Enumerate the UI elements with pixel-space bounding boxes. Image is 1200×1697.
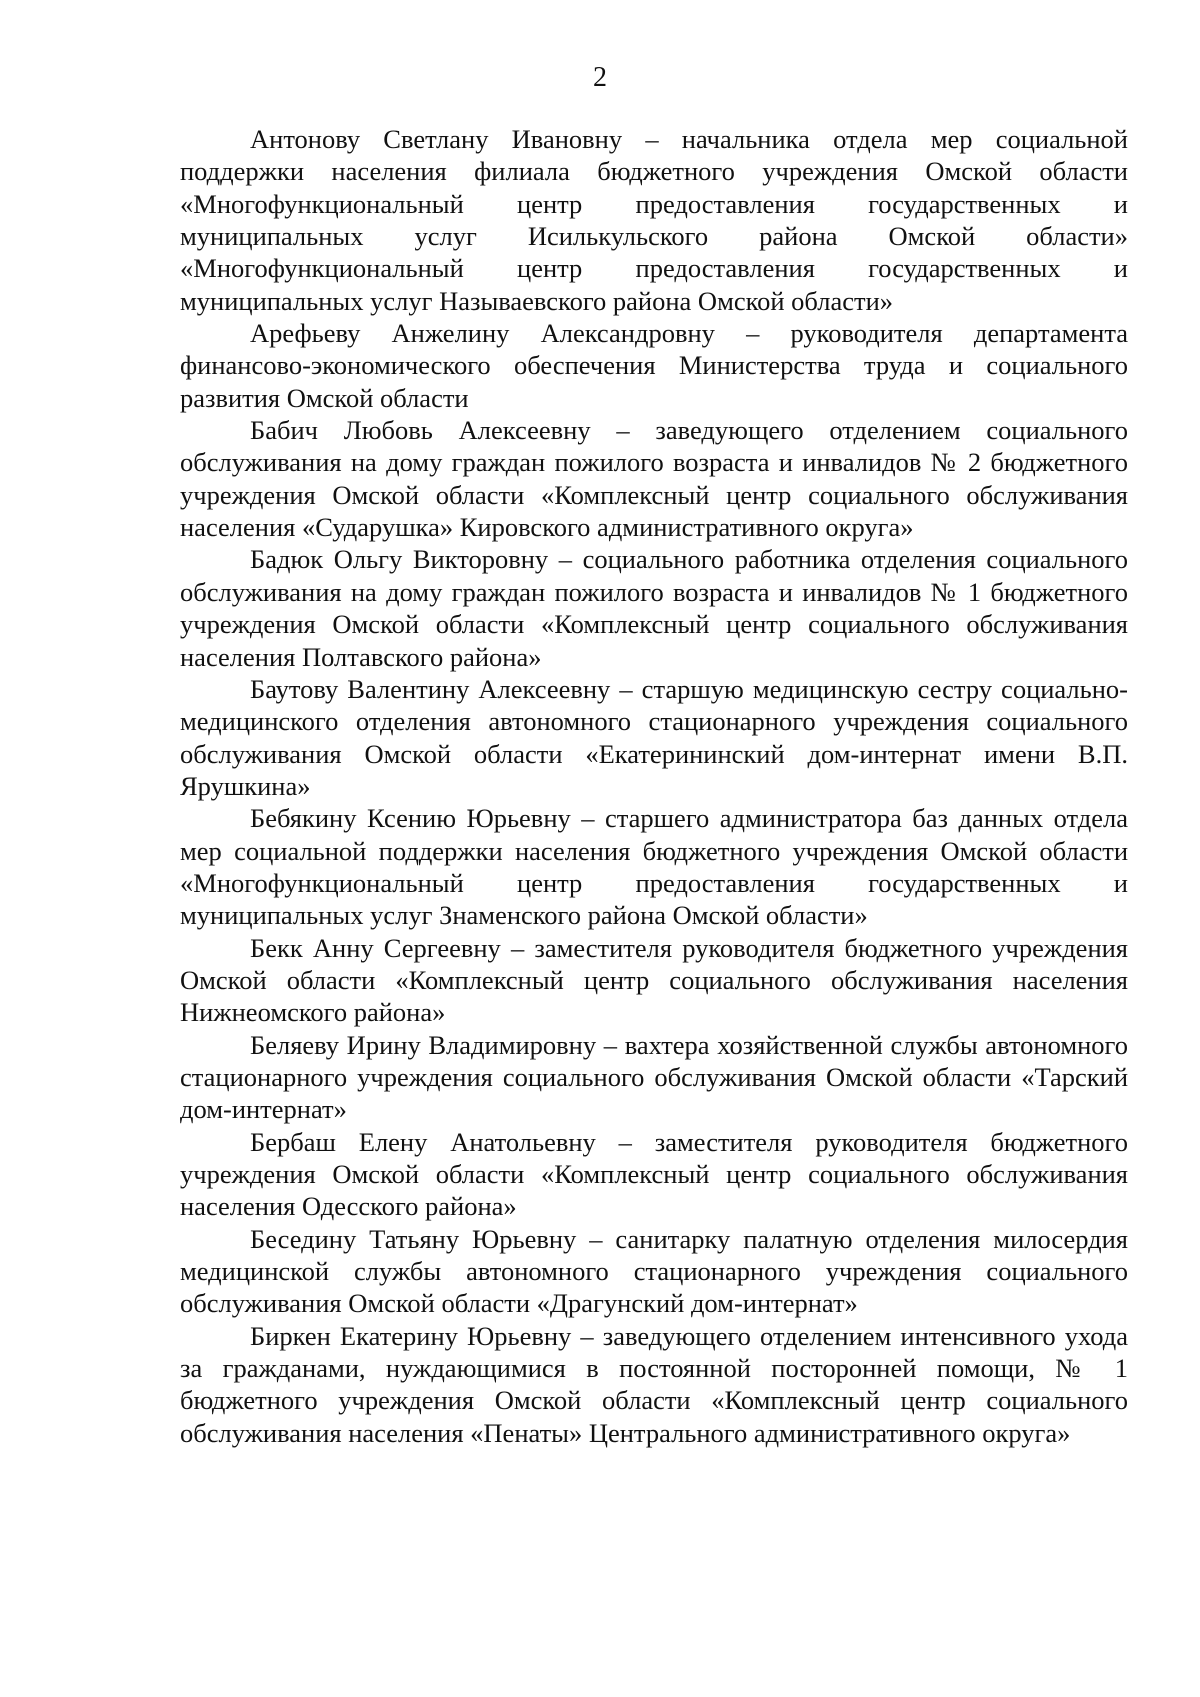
list-item: Арефьеву Анжелину Александровну – руководителя департамента финансово-экономического обеспечения Министерства труда и социального развития Омской области bbox=[180, 318, 1128, 413]
award-list bbox=[180, 123, 1128, 1449]
list-item: Бебякину Ксению Юрьевну – старшего администратора баз данных отдела мер социальной поддержки населения бюджетного учреждения Омской области «Многофункциональный центр предоставления государственных и муниципальных услуг Знаменского района Омской области» bbox=[180, 803, 1128, 931]
list-item: Баутову Валентину Алексеевну – старшую медицинскую сестру социально-медицинского отделения автономного стационарного учреждения социального обслуживания Омской области «Екатерининский дом-интернат имени В.П. Ярушкина» bbox=[180, 673, 1128, 801]
list-item: Бекк Анну Сергеевну – заместителя руководителя бюджетного учреждения Омской области «Комплексный центр социального обслуживания населения Нижнеомского района» bbox=[180, 932, 1128, 1028]
list-item: Бабич Любовь Алексеевну – заведующего отделением социального обслуживания на дому граждан пожилого возраста и инвалидов № 2 бюджетного учреждения Омской области «Комплексный центр социального обслуживания населения «Сударушка» Кировского административного округа» bbox=[180, 415, 1128, 543]
list-item: Беляеву Ирину Владимировну – вахтера хозяйственной службы автономного стационарного учреждения социального обслуживания Омской области «Тарский дом-интернат» bbox=[180, 1029, 1128, 1125]
list-item: Бербаш Елену Анатольевну – заместителя руководителя бюджетного учреждения Омской области «Комплексный центр социального обслуживания населения Одесского района» bbox=[180, 1126, 1128, 1222]
list-item: Бадюк Ольгу Викторовну – социального работника отделения социального обслуживания на дому граждан пожилого возраста и инвалидов № 1 бюджетного учреждения Омской области «Комплексный центр социального обслуживания населения Полтавского района» bbox=[180, 544, 1128, 672]
list-item: Беседину Татьяну Юрьевну – санитарку палатную отделения милосердия медицинской службы автономного стационарного учреждения социального обслуживания Омской области «Драгунский дом-интернат» bbox=[180, 1223, 1128, 1319]
list-item: Антонову Светлану Ивановну – начальника отдела мер социальной поддержки населения филиала бюджетного учреждения Омской области «Многофункциональный центр предоставления государственных и муниципальных услуг Исилькульского района Омской области» «Многофункциональный центр предоставления государственных и муниципальных услуг Называевского района Омской области» bbox=[180, 124, 1128, 316]
list-item: Биркен Екатерину Юрьевну – заведующего отделением интенсивного ухода за гражданами, нуждающимися в постоянной посторонней помощи, № 1 бюджетного учреждения Омской области «Комплексный центр социального обслуживания населения «Пенаты» Центрального административного округа» bbox=[180, 1320, 1128, 1448]
page-number: 2 bbox=[593, 62, 607, 93]
